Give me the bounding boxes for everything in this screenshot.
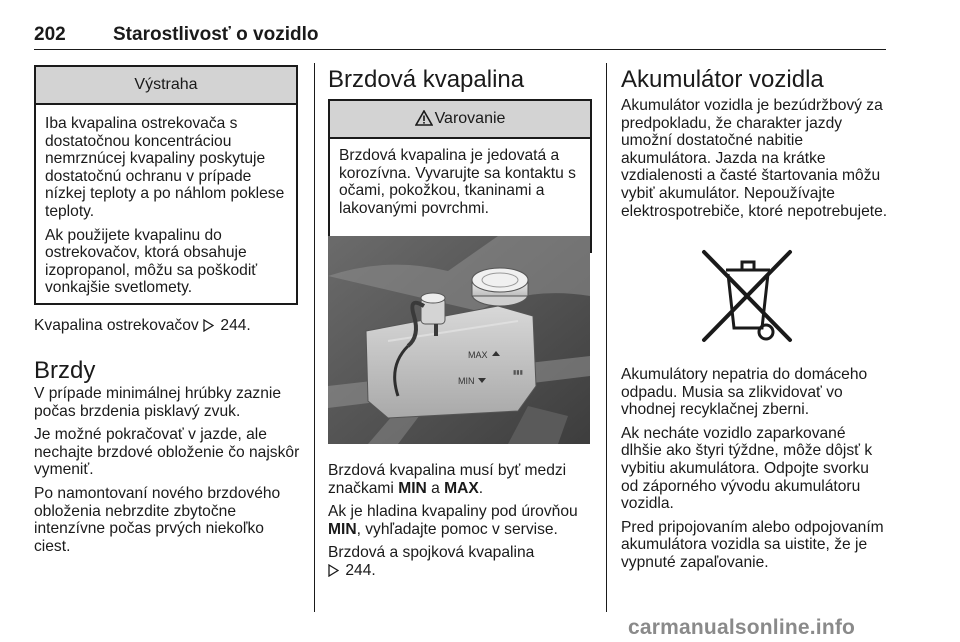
brakes-paragraph-2: Je možné pokračovať v jazde, ale nechajte brzdové obloženie čo najskôr vymeniť. [34, 426, 300, 479]
caution-box-header [330, 101, 590, 139]
brake-fluid-reference: Brzdová a spojková kvapalina 244. [328, 544, 535, 579]
brake-fluid-page-link[interactable]: 244. [345, 561, 376, 579]
brakes-paragraph-3: Po namontovaní nového brzdového obloženia nebrzdite zbytočne intenzívne počas prvých niekoľko ciest. [34, 484, 281, 555]
photo-max-label: MAX [468, 350, 488, 360]
brake-fluid-heading: Brzdová kvapalina [328, 66, 525, 93]
warning-triangle-icon [415, 110, 433, 126]
column-divider-1 [314, 63, 315, 612]
washer-fluid-page-link[interactable]: 244. [220, 317, 251, 334]
brake-fluid-reservoir-photo [328, 236, 590, 444]
warning-box-paragraph-2: Ak použijete kvapalinu do ostrekovačov, ktorá obsahuje izopropanol, môžu sa poškodiť vonkajšie svetlomety. [45, 226, 258, 297]
page-number: 202 [34, 24, 66, 45]
battery-paragraph-1: Akumulátor vozidla je bezúdržbový za predpokladu, že charakter jazdy umožní dostatočné nabitie akumulátora. Jazda na krátke vzdialenosti a časté štartovania môžu vybiť akumulátor. Nepoužívajte elektrospotrebiče, ktoré nepotrebujete. [621, 97, 888, 220]
brakes-heading: Brzdy [34, 357, 96, 384]
brake-fluid-paragraph-2: Ak je hladina kvapaliny pod úrovňou MIN, vyhľadajte pomoc v servise. [328, 503, 578, 538]
page-reference-arrow-icon [328, 564, 339, 577]
header-divider [34, 49, 886, 50]
warning-box-heading: Výstraha [36, 67, 296, 105]
battery-paragraph-3: Ak necháte vozidlo zaparkované dlhšie ako štyri týždne, môže dôjsť k vybitiu akumulátora. Odpojte svorku od záporného vývodu akumulátoru vozidla. [621, 424, 873, 513]
caution-box-heading: Varovanie [434, 110, 506, 127]
caution-box-text: Brzdová kvapalina je jedovatá a korozívna. Vyvarujte sa kontaktu s očami, pokožkou, tkaninami a lakovanými povrchmi. [339, 147, 576, 217]
watermark: carmanualsonline.info [628, 616, 856, 639]
page-title: Starostlivosť o vozidlo [113, 24, 319, 45]
washer-fluid-reference [34, 317, 300, 335]
battery-paragraph-2: Akumulátory nepatria do domáceho odpadu. Musia sa zlikvidovať vo vhodnej recyklačnej zberni. [621, 366, 868, 419]
warning-box-paragraph-1: Iba kvapalina ostrekovača s dostatočnou koncentráciou nemrznúcej kvapaliny poskytuje dostatočnú ochranu v prípade nízkej teploty a po náhlom poklese teploty. [45, 115, 285, 220]
crossed-out-wheelie-bin-icon [700, 248, 796, 348]
washer-fluid-ref-text: Kvapalina ostrekovačov [34, 317, 199, 334]
caution-box [328, 99, 592, 253]
warning-box [34, 65, 298, 305]
battery-paragraph-4: Pred pripojovaním alebo odpojovaním akumulátora vozidla sa uistite, že je vypnuté zapaľovanie. [621, 518, 884, 571]
brake-fluid-paragraph-1: Brzdová kvapalina musí byť medzi značkami MIN a MAX. [328, 462, 567, 497]
photo-min-label: MIN [458, 376, 475, 386]
brakes-paragraph-1: V prípade minimálnej hrúbky zaznie počas brzdenia pisklavý zvuk. [34, 385, 282, 420]
column-divider-2 [606, 63, 607, 612]
page-reference-arrow-icon [203, 319, 214, 332]
battery-heading: Akumulátor vozidla [621, 66, 824, 93]
svg-text:▮▮▮: ▮▮▮ [513, 370, 523, 376]
